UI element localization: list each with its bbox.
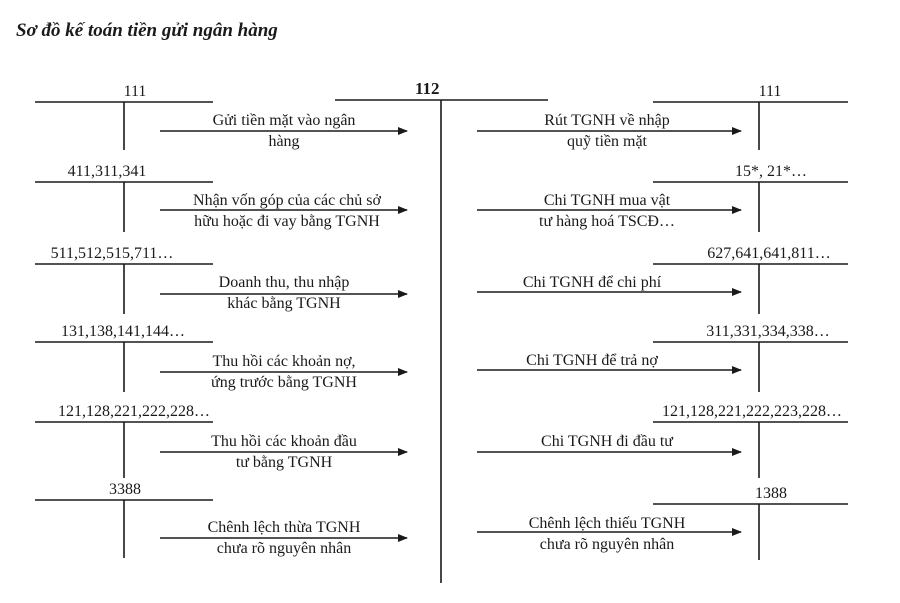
right-transaction-desc: Chi TGNH mua vật tư hàng hoá TSCĐ…	[539, 192, 675, 230]
right-transaction-desc: Chi TGNH để trả nợ	[526, 352, 658, 369]
right-account-label: 311,331,334,338…	[706, 323, 830, 340]
right-transaction-desc: Chi TGNH để chi phí	[522, 274, 662, 291]
right-account-label: 111	[758, 83, 782, 100]
left-transaction-desc: Nhận vốn góp của các chủ sở hữu hoặc đi vay bằng TGNH	[193, 192, 381, 230]
right-account-label: 627,641,641,811…	[707, 245, 831, 262]
left-transaction-desc: Thu hồi các khoản nợ, ứng trước bằng TGNH	[211, 353, 357, 391]
center-account-label: 112	[415, 79, 440, 98]
right-account-label: 121,128,221,222,223,228…	[662, 403, 842, 420]
left-account-label: 131,138,141,144…	[61, 323, 185, 340]
right-transaction-desc: Chênh lệch thiếu TGNH chưa rõ nguyên nhân	[528, 515, 686, 553]
left-account-label: 511,512,515,711…	[50, 245, 174, 262]
left-transaction-desc: Thu hồi các khoản đầu tư bằng TGNH	[211, 433, 357, 471]
left-account-label: 111	[123, 83, 147, 100]
right-transaction-desc: Rút TGNH về nhập quỹ tiền mặt	[544, 112, 670, 150]
left-account-label: 121,128,221,222,228…	[58, 403, 210, 420]
right-transaction-desc: Chi TGNH đi đầu tư	[541, 433, 673, 450]
diagram-title: Sơ đồ kế toán tiền gửi ngân hàng	[16, 20, 278, 41]
left-account-label: 3388	[109, 481, 141, 498]
left-transaction-desc: Doanh thu, thu nhập khác bằng TGNH	[218, 274, 350, 312]
left-transaction-desc: Gửi tiền mặt vào ngân hàng	[212, 112, 356, 150]
left-transaction-desc: Chênh lệch thừa TGNH chưa rõ nguyên nhân	[207, 519, 361, 557]
right-account-label: 1388	[755, 485, 787, 502]
right-account-label: 15*, 21*…	[735, 163, 807, 180]
left-account-label: 411,311,341	[67, 163, 147, 180]
